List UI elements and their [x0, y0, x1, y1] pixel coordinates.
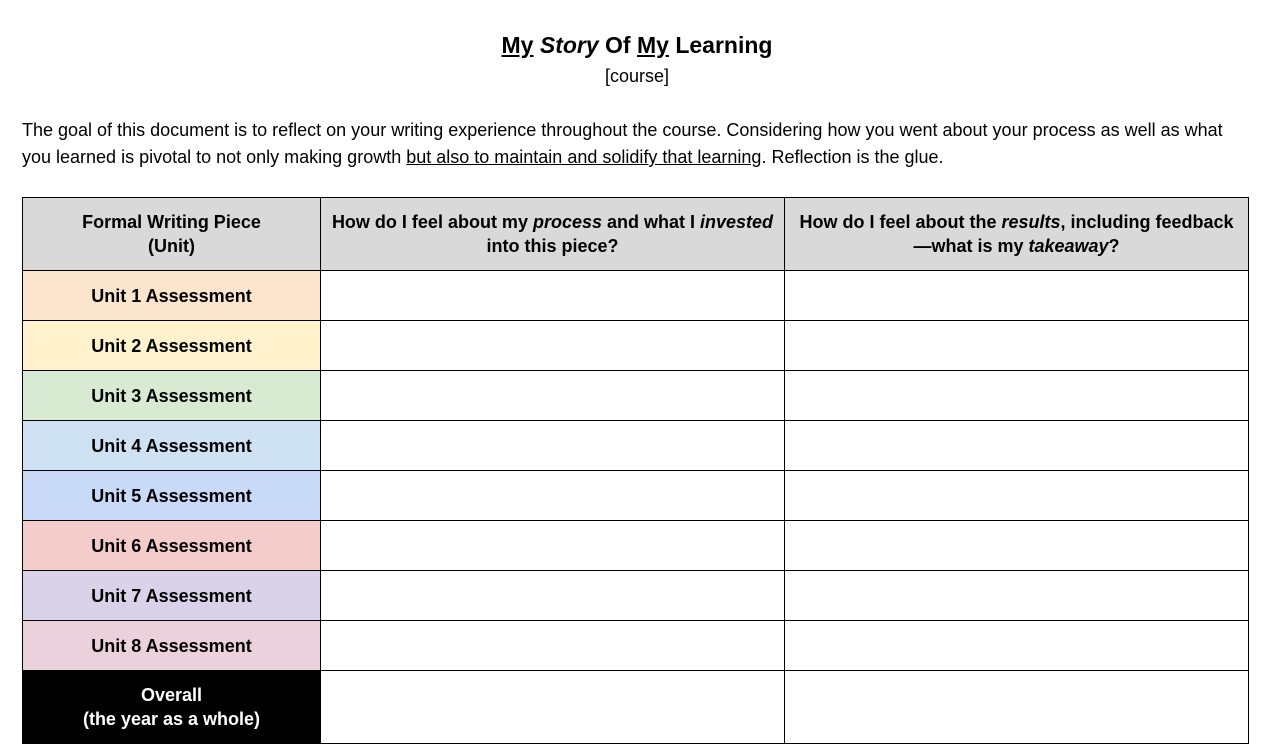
unit-label-cell: Unit 6 Assessment — [23, 521, 321, 571]
process-reflection-cell[interactable] — [321, 471, 785, 521]
table-row — [23, 371, 1249, 421]
results-reflection-cell[interactable] — [785, 421, 1249, 471]
unit-label-cell: Unit 8 Assessment — [23, 621, 321, 671]
title-word-learning: Learning — [675, 32, 773, 58]
header-col3-takeaway: takeaway — [1028, 236, 1109, 256]
results-reflection-cell[interactable] — [785, 521, 1249, 571]
unit-label-cell: Unit 2 Assessment — [23, 321, 321, 371]
header-process — [321, 198, 785, 271]
header-col2-text-e: into this piece? — [486, 236, 619, 256]
title-word-my: My — [501, 32, 534, 58]
unit-label-cell: Unit 3 Assessment — [23, 371, 321, 421]
table-row — [23, 521, 1249, 571]
table-row — [23, 271, 1249, 321]
title-word-my-2: My — [637, 32, 669, 58]
results-reflection-cell[interactable] — [785, 271, 1249, 321]
header-col2-invested: invested — [700, 212, 774, 232]
title-word-of: Of — [605, 32, 631, 58]
results-reflection-cell[interactable] — [785, 371, 1249, 421]
intro-paragraph — [22, 117, 1254, 171]
process-reflection-cell[interactable] — [321, 271, 785, 321]
table-row — [23, 421, 1249, 471]
unit-label-cell: Unit 4 Assessment — [23, 421, 321, 471]
document-title — [0, 30, 1274, 60]
header-col1-line1: Formal Writing Piece — [82, 212, 261, 232]
overall-label-line1: Overall — [140, 685, 203, 705]
unit-label-cell: Unit 7 Assessment — [23, 571, 321, 621]
intro-underlined-text: but also to maintain and solidify that learning — [406, 147, 762, 167]
header-col1-line2: (Unit) — [148, 236, 195, 256]
header-col2-text-a: How do I feel about my — [331, 212, 533, 232]
results-reflection-cell[interactable] — [785, 321, 1249, 371]
intro-text-2: . Reflection is the glue. — [761, 147, 944, 167]
header-formal-writing-piece — [23, 198, 321, 271]
course-subtitle: [course] — [604, 66, 670, 86]
process-reflection-cell[interactable] — [321, 321, 785, 371]
overall-row — [23, 671, 1249, 744]
title-word-story: Story — [539, 32, 599, 58]
intro-text-1: The goal of this document is to reflect on your writing experience throughout the course. Considering how you went about your process as well as what you learned is pivotal to not only making growth — [22, 120, 1223, 167]
reflection-table — [22, 197, 1249, 744]
header-col3-text-e: ? — [1108, 236, 1120, 256]
overall-label-line2: (the year as a whole) — [82, 709, 261, 729]
table-header-row — [23, 198, 1249, 271]
header-results — [785, 198, 1249, 271]
unit-label-cell: Unit 5 Assessment — [23, 471, 321, 521]
results-reflection-cell[interactable] — [785, 621, 1249, 671]
results-reflection-cell[interactable] — [785, 471, 1249, 521]
header-col2-text-c: and what I — [602, 212, 701, 232]
process-reflection-cell[interactable] — [321, 621, 785, 671]
unit-label-cell: Unit 1 Assessment — [23, 271, 321, 321]
process-reflection-cell[interactable] — [321, 571, 785, 621]
process-reflection-cell[interactable] — [321, 521, 785, 571]
overall-process-cell[interactable] — [321, 671, 785, 744]
header-col3-text-c: , including feedback—what is my — [913, 212, 1234, 256]
overall-results-cell[interactable] — [785, 671, 1249, 744]
header-col2-process: process — [532, 212, 602, 232]
header-col3-text-a: How do I feel about the — [799, 212, 1002, 232]
process-reflection-cell[interactable] — [321, 371, 785, 421]
results-reflection-cell[interactable] — [785, 571, 1249, 621]
header-col3-results: results — [1001, 212, 1061, 232]
table-row — [23, 471, 1249, 521]
overall-label-cell — [23, 671, 321, 744]
table-row — [23, 321, 1249, 371]
table-row — [23, 571, 1249, 621]
table-row — [23, 621, 1249, 671]
process-reflection-cell[interactable] — [321, 421, 785, 471]
